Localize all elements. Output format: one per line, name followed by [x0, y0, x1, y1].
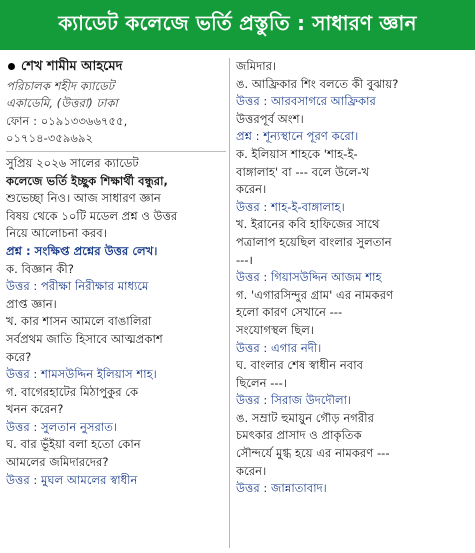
intro-line: কলেজে ভর্তি ইচ্ছুক শিক্ষার্থী বন্ধুরা, [6, 173, 168, 188]
answer-line: উত্তর : গিয়াসউদ্দিন আজম শাহ [236, 270, 382, 285]
question-line: করেন। [236, 182, 267, 197]
author-phone-line: ফোন : ০১৯১৩৩৬৬৭৫৫, [6, 113, 128, 128]
question-line: খনন করেন? [6, 402, 64, 417]
right-qa-list [236, 58, 460, 498]
right-column [236, 58, 460, 498]
answer-line: উত্তর : মুঘল আমলের স্বাধীন [6, 472, 138, 487]
answer-line: উত্তর : শাহ-ই-বাঙ্গালাহ। [236, 199, 345, 214]
question-line: ক. ইলিয়াস শাহকে 'শাহ-ই- [236, 146, 358, 161]
author-phone-line: ০১৭১৪-৩৫৯৬৯২ [6, 131, 94, 146]
left-qa-list [6, 261, 226, 490]
question-line: ঘ. বার ভূঁইয়া বলা হতো কোন [6, 437, 141, 452]
question-line: উত্তরপূর্ব অংশ। [236, 111, 304, 126]
question-line: ঙ. আফ্রিকার শিং বলতে কী বুঝায়? [236, 76, 399, 91]
intro-line: সুপ্রিয় ২০২৬ সালের ক্যাডেট [6, 155, 139, 170]
article-headline: ক্যাডেট কলেজে ভর্তি প্রস্তুতি : সাধারণ জ্ঞান [0, 0, 475, 50]
answer-line: উত্তর : আরবসাগরে আফ্রিকার [236, 94, 376, 109]
left-column [6, 58, 226, 489]
question-line: গ. বাগেরহাটের মিঠাপুকুর কে [6, 384, 139, 399]
author-role-line: একাডেমি, (উত্তরা) ঢাকা [6, 96, 118, 111]
question-line: ---। [236, 252, 253, 267]
question-line: বাঙ্গালাহ' বা --- বলে উলে-খ [236, 164, 370, 179]
question-line: ছিলেন ---। [236, 375, 287, 390]
question-line: ক. বিজ্ঞান কী? [6, 261, 74, 276]
question-line: খ. ইরানের কবি হাফিজের সাথে [236, 217, 380, 232]
question-line: গ. 'এগারসিন্দুর গ্রাম' এর নামকরণ [236, 287, 394, 302]
question-line: খ. কার শাসন আমলে বাঙালিরা [6, 314, 152, 329]
answer-line: উত্তর : সুলতান নুসরাত। [6, 419, 118, 434]
answer-line: উত্তর : সিরাজ উদদৌলা। [236, 393, 352, 408]
answer-line: উত্তর : জান্নাতাবাদ। [236, 481, 327, 496]
author-name: শেখ শামীম আহমেদ [21, 59, 123, 74]
intro-line: বিষয় থেকে ১০টি মডেল প্রশ্ন ও উত্তর [6, 208, 178, 223]
question-line: করে? [6, 349, 32, 364]
answer-line: প্রশ্ন : শূন্যস্থানে পূরণ করো। [236, 129, 359, 144]
question-line: ঙ. সম্রাট হুমায়ুন গৌড় নগরীর [236, 410, 374, 425]
author-role-line: পরিচালক শহীদ ক্যাডেট [6, 78, 115, 93]
question-line: সৌন্দর্যে মুগ্ধ হয়ে এর নামকরণ --- [236, 446, 390, 461]
section-question-heading: প্রশ্ন : সংক্ষিপ্ত প্রশ্নের উত্তর লেখ। [6, 243, 158, 258]
author-name-row [6, 58, 226, 76]
intro-line: শুভেচ্ছা নিও। আজ সাধারণ জ্ঞান [6, 191, 161, 206]
answer-line: উত্তর : এগার নদী। [236, 340, 322, 355]
bullet-icon [8, 63, 15, 70]
answer-line: উত্তর : পরীক্ষা নিরীক্ষার মাধ্যমে [6, 279, 149, 294]
question-line: জমিদার। [236, 59, 277, 73]
column-divider [229, 58, 230, 548]
question-line: ঘ. বাংলার শেষ স্বাধীন নবাব [236, 358, 364, 373]
question-line: পত্রালাপ হয়েছিল বাংলার সুলতান [236, 234, 392, 249]
question-line: হলো কারণ সেখানে --- [236, 305, 343, 320]
question-line: সংযোগস্থল ছিল। [236, 322, 315, 337]
answer-line: উত্তর : শামসউদ্দিন ইলিয়াস শাহ। [6, 367, 157, 382]
question-line: করেন। [236, 463, 267, 478]
intro-line: নিয়ে আলোচনা করব। [6, 226, 107, 241]
question-line: প্রাপ্ত জ্ঞান। [6, 296, 57, 311]
question-line: চমৎকার প্রাসাদ ও প্রাকৃতিক [236, 428, 362, 443]
question-line: আমলের জমিদারদের? [6, 455, 109, 470]
divider [6, 151, 226, 152]
question-line: সর্বপ্রথম জাতি হিসাবে আত্মপ্রকাশ [6, 331, 163, 346]
